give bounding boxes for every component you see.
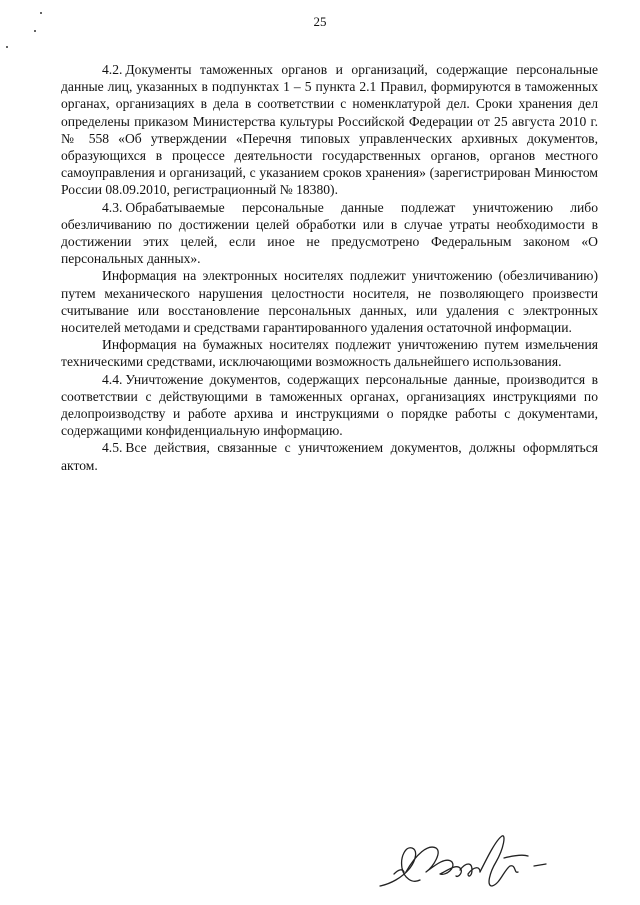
paragraph-4-2	[61, 61, 598, 199]
handwritten-signature	[376, 826, 552, 896]
paragraph-text: Информация на электронных носителях подлежит уничтожению (обезличиванию) путем механического нарушения целостности носителя, не позволяющего произвести считывание или восстановление персональных данных, или удаления с электронных носителей методами и средствами гарантированного удаления остаточной информации.	[61, 268, 598, 336]
paragraph-4-3	[61, 199, 598, 268]
paragraph-text: Информация на бумажных носителях подлежит уничтожению путем измельчения техническими средствами, исключающими возможность дальнейшего использования.	[61, 337, 598, 370]
clause-number: 4.2.	[102, 62, 123, 77]
paragraph-electronic-media	[61, 267, 598, 336]
paragraph-4-5	[61, 439, 598, 473]
paragraph-text: Документы таможенных органов и организаций, содержащие персональные данные лиц, указанных в подпунктах 1 – 5 пункта 2.1 Правил, формируются в таможенных органах, организациях в дела в соответствии с номенклатурой дел. Сроки хранения дел определены приказом Министерства культуры Российской Федерации от 25 августа 2010 г. № 558 «Об утверждении «Перечня типовых управленческих архивных документов, образующихся в процессе деятельности государственных органов, органов местного самоуправления и организаций, с указанием сроков хранения» (зарегистрирован Минюстом России 08.09.2010, регистрационный № 18380).	[61, 62, 598, 198]
clause-number: 4.3.	[102, 199, 123, 215]
page-number: 25	[313, 14, 327, 29]
clause-number: 4.5.	[102, 440, 123, 456]
paragraph-text: Уничтожение документов, содержащих персональные данные, производится в соответствии с действующими в таможенных органах, организациях инструкциями по делопроизводству и работе архива и инструкциями о порядке работы с документами, содержащими конфиденциальную информацию.	[61, 371, 598, 439]
paragraph-text: Все действия, связанные с уничтожением документов, должны оформляться актом.	[61, 440, 598, 473]
paragraph-4-4	[61, 371, 598, 440]
scan-speck	[34, 30, 36, 32]
document-body	[61, 61, 598, 474]
clause-number: 4.4.	[102, 371, 123, 387]
paragraph-text: Обрабатываемые персональные данные подлежат уничтожению либо обезличиванию по достижении целей обработки или в случае утраты необходимости в достижении этих целей, если иное не предусмотрено Федеральным законом «О персональных данных».	[61, 199, 598, 267]
paragraph-paper-media	[61, 336, 598, 370]
scan-speck	[6, 46, 8, 48]
